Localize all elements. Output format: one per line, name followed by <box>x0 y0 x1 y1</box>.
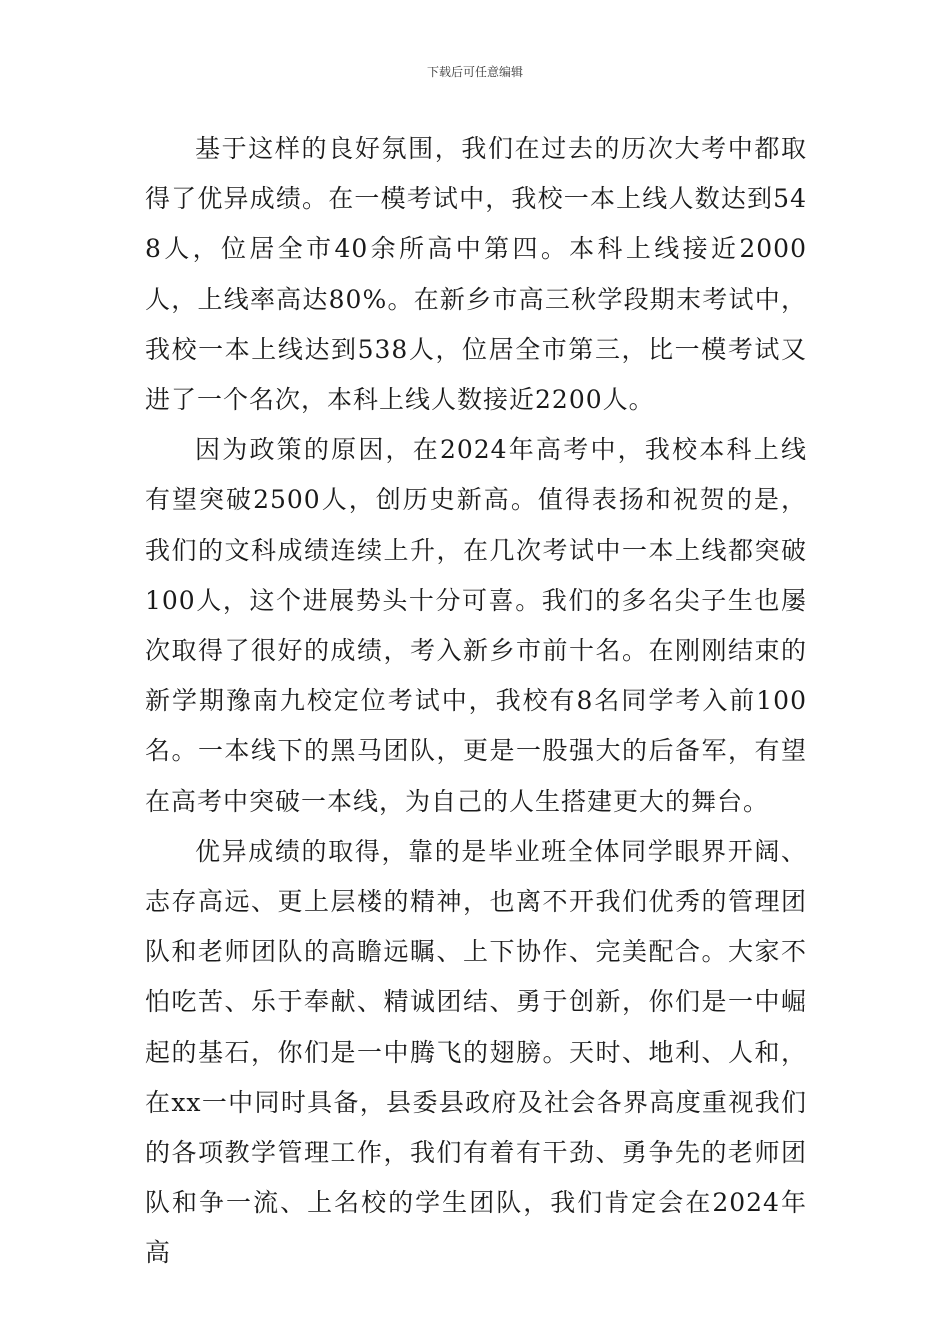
paragraph-achievement: 优异成绩的取得，靠的是毕业班全体同学眼界开阔、志存高远、更上层楼的精神，也离不开我们优秀的管理团队和老师团队的高瞻远瞩、上下协作、完美配合。大家不怕吃苦、乐于奉献、精诚团结、勇于创新，你们是一中崛起的基石，你们是一中腾飞的翅膀。天时、地利、人和，在xx一中同时具备，县委县政府及社会各界高度重视我们的各项教学管理工作，我们有着有干劲、勇争先的老师团队和争一流、上名校的学生团队，我们肯定会在2024年高 <box>145 836 807 1268</box>
document-body <box>145 124 807 1279</box>
paragraph-policy: 因为政策的原因，在2024年高考中，我校本科上线有望突破2500人，创历史新高。值得表扬和祝贺的是，我们的文科成绩连续上升，在几次考试中一本上线都突破100人，这个进展势头十分可喜。我们的多名尖子生也屡次取得了很好的成绩，考入新乡市前十名。在刚刚结束的新学期豫南九校定位考试中，我校有8名同学考入前100名。一本线下的黑马团队，更是一股强大的后备军，有望在高考中突破一本线，为自己的人生搭建更大的舞台。 <box>145 435 807 816</box>
paragraph-results: 基于这样的良好氛围，我们在过去的历次大考中都取得了优异成绩。在一模考试中，我校一本上线人数达到548人，位居全市40余所高中第四。本科上线接近2000人，上线率高达80%。在新乡市高三秋学段期末考试中，我校一本上线达到538人，位居全市第三，比一模考试又进了一个名次，本科上线人数接近2200人。 <box>145 134 807 415</box>
header-note: 下载后可任意编辑 <box>426 65 523 79</box>
